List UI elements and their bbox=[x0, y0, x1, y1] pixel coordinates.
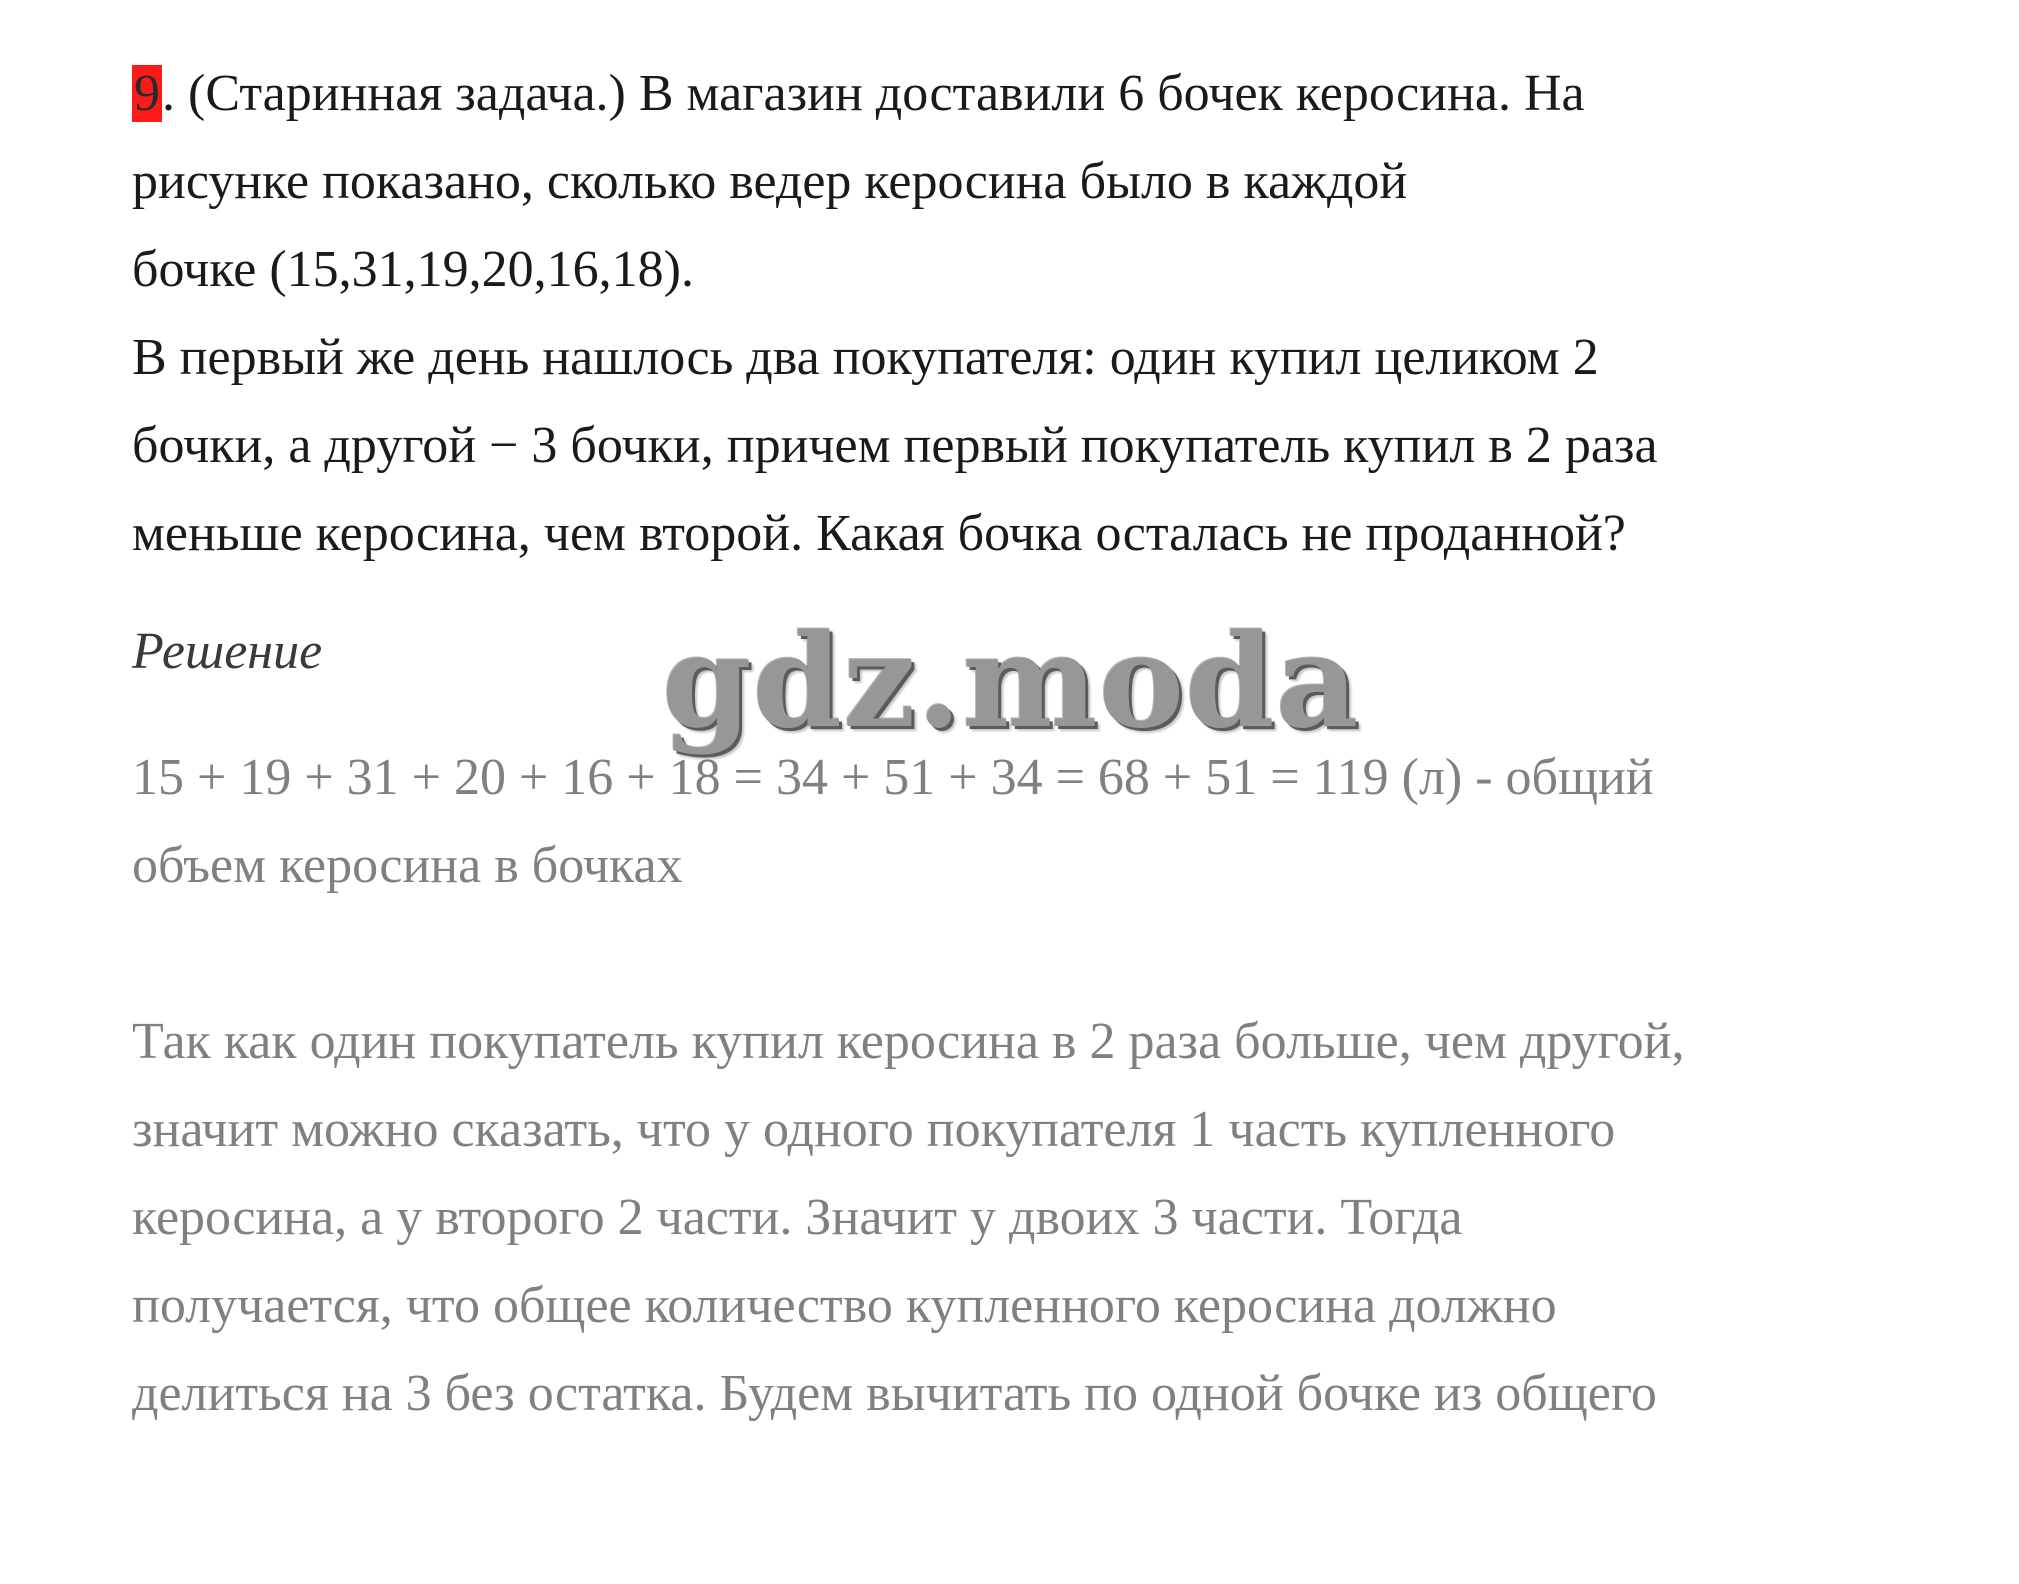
problem-line-6: меньше керосина, чем второй. Какая бочка осталась не проданной? bbox=[132, 505, 1626, 562]
problem-line-2: рисунке показано, сколько ведер керосина было в каждой bbox=[132, 153, 1408, 210]
solution-line-4: значит можно сказать, что у одного покупателя 1 часть купленного bbox=[132, 1101, 1616, 1158]
problem-line-1-text: . (Старинная задача.) В магазин доставили 6 бочек керосина. На bbox=[162, 65, 1585, 122]
problem-number-badge: 9 bbox=[134, 65, 160, 122]
solution-line-1: 15 + 19 + 31 + 20 + 16 + 18 = 34 + 51 + 34 = 68 + 51 = 119 (л) - общий bbox=[132, 749, 1654, 806]
solution-heading: Решение bbox=[132, 623, 323, 680]
problem-line-4: В первый же день нашлось два покупателя: один купил целиком 2 bbox=[132, 329, 1599, 386]
problem-line-3: бочке (15,31,19,20,16,18). bbox=[132, 241, 694, 298]
solution-line-2: объем керосина в бочках bbox=[132, 837, 683, 894]
problem-line-5: бочки, а другой − 3 бочки, причем первый покупатель купил в 2 раза bbox=[132, 417, 1658, 474]
watermark-logo: gdz.moda bbox=[662, 607, 1360, 757]
solution-line-3: Так как один покупатель купил керосина в 2 раза больше, чем другой, bbox=[132, 1013, 1685, 1070]
problem-line-1 bbox=[132, 64, 1585, 124]
solution-line-7: делиться на 3 без остатка. Будем вычитать по одной бочке из общего bbox=[132, 1365, 1657, 1422]
solution-line-6: получается, что общее количество купленного керосина должно bbox=[132, 1277, 1557, 1334]
solution-line-5: керосина, а у второго 2 части. Значит у двоих 3 части. Тогда bbox=[132, 1189, 1463, 1246]
